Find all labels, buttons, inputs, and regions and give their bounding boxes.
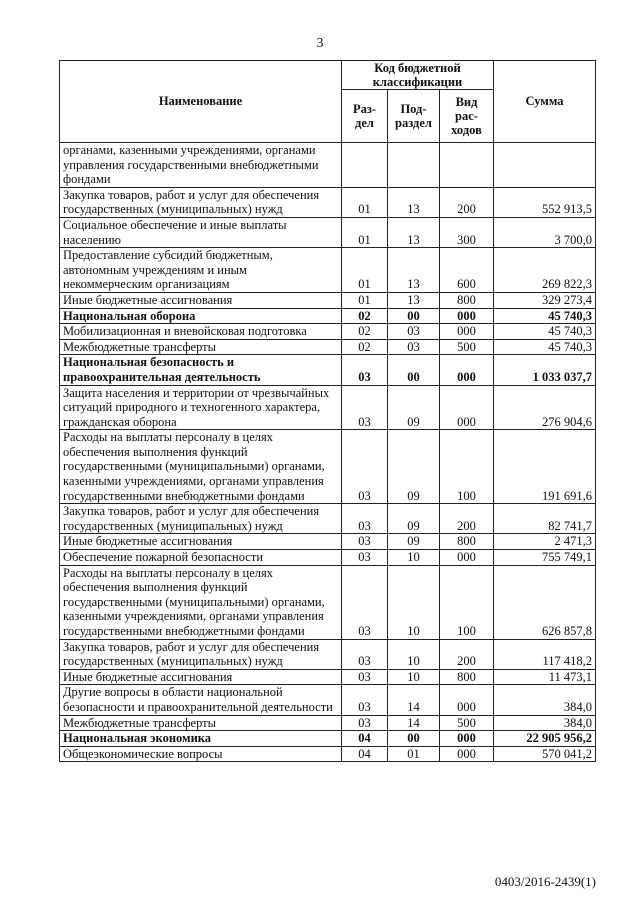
row-podrazdel: 09: [388, 385, 440, 430]
table-row: [60, 308, 596, 324]
row-name: Защита населения и территории от чрезвычайных ситуаций природного и техногенного характера, гражданская оборона: [60, 385, 342, 430]
row-podrazdel: 10: [388, 639, 440, 669]
row-sum: 552 913,5: [494, 187, 596, 217]
row-vid: 800: [440, 534, 494, 550]
table-row: [60, 685, 596, 715]
row-sum: 755 749,1: [494, 550, 596, 566]
row-name: Иные бюджетные ассигнования: [60, 534, 342, 550]
table-row: [60, 504, 596, 534]
row-razdel: 03: [342, 534, 388, 550]
row-podrazdel: 10: [388, 669, 440, 685]
row-vid: 300: [440, 217, 494, 247]
row-razdel: 03: [342, 504, 388, 534]
row-vid: 000: [440, 355, 494, 385]
row-name: Расходы на выплаты персоналу в целях обеспечения выполнения функций государственными (муниципальными) органами, казенными учреждениями, органами управления государственными внебюджетными фондами: [60, 565, 342, 639]
row-podrazdel: 01: [388, 746, 440, 762]
row-name: Предоставление субсидий бюджетным, автономным учреждениям и иным некоммерческим организациям: [60, 248, 342, 293]
row-podrazdel: 09: [388, 534, 440, 550]
row-razdel: 03: [342, 715, 388, 731]
row-razdel: 03: [342, 430, 388, 504]
row-podrazdel: 00: [388, 308, 440, 324]
row-vid: 000: [440, 685, 494, 715]
table-row: [60, 324, 596, 340]
table-row: [60, 639, 596, 669]
row-podrazdel: 14: [388, 685, 440, 715]
row-podrazdel: 13: [388, 292, 440, 308]
row-podrazdel: 10: [388, 550, 440, 566]
row-razdel: 04: [342, 731, 388, 747]
table-row: [60, 385, 596, 430]
table-row: [60, 292, 596, 308]
row-razdel: 03: [342, 639, 388, 669]
row-vid: 100: [440, 565, 494, 639]
row-name: Национальная оборона: [60, 308, 342, 324]
row-podrazdel: 03: [388, 339, 440, 355]
row-name: Закупка товаров, работ и услуг для обеспечения государственных (муниципальных) нужд: [60, 639, 342, 669]
row-sum: 3 700,0: [494, 217, 596, 247]
row-name: Межбюджетные трансферты: [60, 715, 342, 731]
row-vid: 600: [440, 248, 494, 293]
table-row: [60, 217, 596, 247]
table-row: [60, 248, 596, 293]
table-row: [60, 746, 596, 762]
row-podrazdel: 13: [388, 187, 440, 217]
row-podrazdel: 14: [388, 715, 440, 731]
row-razdel: 01: [342, 292, 388, 308]
row-razdel: 03: [342, 355, 388, 385]
row-podrazdel: 00: [388, 731, 440, 747]
row-sum: 384,0: [494, 715, 596, 731]
row-razdel: 02: [342, 308, 388, 324]
row-podrazdel: 09: [388, 504, 440, 534]
row-razdel: 03: [342, 565, 388, 639]
budget-table: [59, 60, 596, 762]
row-name: Расходы на выплаты персоналу в целях обеспечения выполнения функций государственными (муниципальными) органами, казенными учреждениями, органами управления государственными внебюджетными фондами: [60, 430, 342, 504]
header-razdel: Раз-дел: [342, 90, 388, 143]
header-podrazdel: Под-раздел: [388, 90, 440, 143]
header-code-group: Код бюджетной классификации: [342, 61, 494, 90]
row-vid: 000: [440, 550, 494, 566]
row-sum: 117 418,2: [494, 639, 596, 669]
row-name: органами, казенными учреждениями, органами управления государственными внебюджетными фондами: [60, 143, 342, 188]
header-sum: Сумма: [494, 61, 596, 143]
row-sum: 626 857,8: [494, 565, 596, 639]
row-sum: 384,0: [494, 685, 596, 715]
row-sum: 45 740,3: [494, 308, 596, 324]
row-sum: 191 691,6: [494, 430, 596, 504]
row-vid: [440, 143, 494, 188]
row-sum: 269 822,3: [494, 248, 596, 293]
table-row: [60, 143, 596, 188]
row-razdel: 01: [342, 217, 388, 247]
row-podrazdel: [388, 143, 440, 188]
row-vid: 200: [440, 639, 494, 669]
row-podrazdel: 03: [388, 324, 440, 340]
row-razdel: 03: [342, 550, 388, 566]
row-vid: 800: [440, 292, 494, 308]
table-row: [60, 669, 596, 685]
table-row: [60, 715, 596, 731]
row-sum: 11 473,1: [494, 669, 596, 685]
row-name: Национальная экономика: [60, 731, 342, 747]
row-vid: 100: [440, 430, 494, 504]
row-name: Закупка товаров, работ и услуг для обеспечения государственных (муниципальных) нужд: [60, 187, 342, 217]
table-row: [60, 187, 596, 217]
row-razdel: 02: [342, 324, 388, 340]
row-razdel: 02: [342, 339, 388, 355]
document-code: 0403/2016-2439(1): [494, 874, 596, 889]
row-name: Мобилизационная и вневойсковая подготовка: [60, 324, 342, 340]
row-name: Иные бюджетные ассигнования: [60, 669, 342, 685]
table-row: [60, 430, 596, 504]
row-name: Закупка товаров, работ и услуг для обеспечения государственных (муниципальных) нужд: [60, 504, 342, 534]
row-name: Обеспечение пожарной безопасности: [60, 550, 342, 566]
table-row: [60, 355, 596, 385]
row-sum: 276 904,6: [494, 385, 596, 430]
row-podrazdel: 09: [388, 430, 440, 504]
row-vid: 200: [440, 187, 494, 217]
row-sum: 1 033 037,7: [494, 355, 596, 385]
header-vid: Вид рас-ходов: [440, 90, 494, 143]
row-podrazdel: 13: [388, 248, 440, 293]
header-name: Наименование: [60, 61, 342, 143]
table-row: [60, 339, 596, 355]
row-name: Общеэкономические вопросы: [60, 746, 342, 762]
row-vid: 200: [440, 504, 494, 534]
row-vid: 000: [440, 731, 494, 747]
row-sum: 45 740,3: [494, 339, 596, 355]
row-vid: 800: [440, 669, 494, 685]
row-razdel: 03: [342, 669, 388, 685]
row-vid: 000: [440, 746, 494, 762]
row-razdel: [342, 143, 388, 188]
row-name: Межбюджетные трансферты: [60, 339, 342, 355]
row-razdel: 03: [342, 385, 388, 430]
table-header: [60, 61, 596, 143]
table-row: [60, 731, 596, 747]
row-name: Иные бюджетные ассигнования: [60, 292, 342, 308]
row-name: Национальная безопасность и правоохранительная деятельность: [60, 355, 342, 385]
row-razdel: 01: [342, 187, 388, 217]
row-vid: 000: [440, 308, 494, 324]
row-sum: 82 741,7: [494, 504, 596, 534]
table-row: [60, 550, 596, 566]
row-razdel: 01: [342, 248, 388, 293]
row-vid: 000: [440, 324, 494, 340]
table-body: [60, 143, 596, 762]
row-podrazdel: 00: [388, 355, 440, 385]
row-sum: 22 905 956,2: [494, 731, 596, 747]
row-sum: [494, 143, 596, 188]
row-name: Социальное обеспечение и иные выплаты населению: [60, 217, 342, 247]
table-row: [60, 534, 596, 550]
row-vid: 000: [440, 385, 494, 430]
table-row: [60, 565, 596, 639]
row-vid: 500: [440, 715, 494, 731]
page-number: 3: [316, 36, 324, 51]
row-sum: 45 740,3: [494, 324, 596, 340]
row-vid: 500: [440, 339, 494, 355]
row-name: Другие вопросы в области национальной безопасности и правоохранительной деятельности: [60, 685, 342, 715]
row-razdel: 04: [342, 746, 388, 762]
row-sum: 570 041,2: [494, 746, 596, 762]
row-podrazdel: 13: [388, 217, 440, 247]
row-podrazdel: 10: [388, 565, 440, 639]
row-sum: 329 273,4: [494, 292, 596, 308]
row-sum: 2 471,3: [494, 534, 596, 550]
row-razdel: 03: [342, 685, 388, 715]
